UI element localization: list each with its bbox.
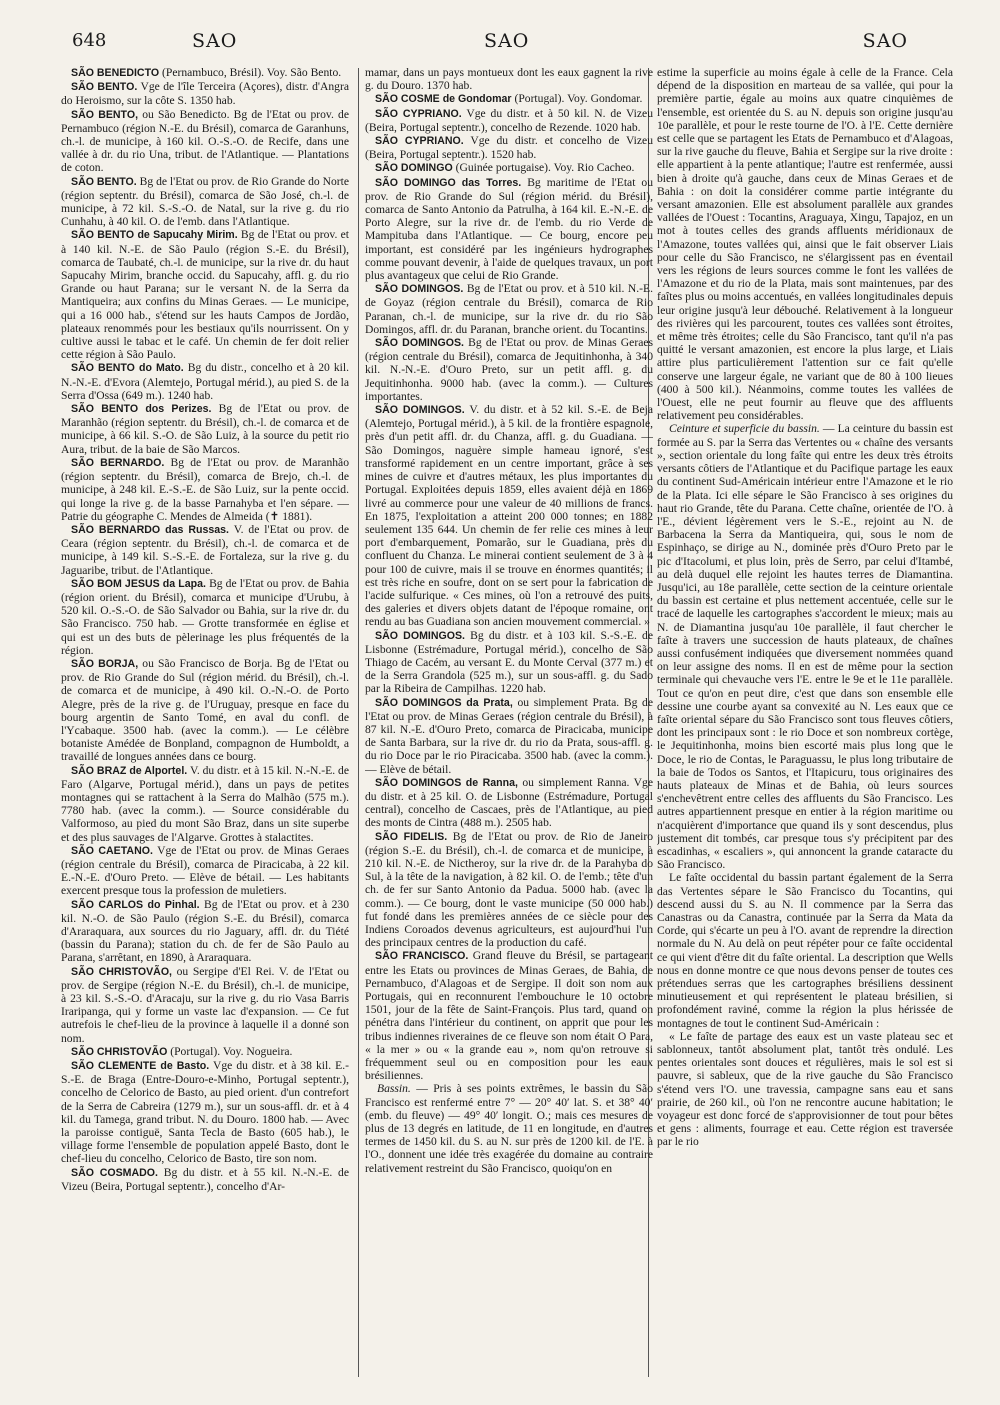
dictionary-entry <box>365 776 653 830</box>
entry-text: Bg de l'Etat ou prov. de Rio Grande do Norte (région septentr. du Brésil), comarca de São José, ch.-l. de municipe, à 72 kil. S.-S.-O. de Natal, sur la rive g. du rio Cunhahu, à 40 kil. O. de l'emb. dans l'Atlantique. <box>61 174 349 229</box>
entry-text: Bg du distr. et à 55 kil. N.-N.-E. de Vizeu (Beira, Portugal septentr.), concelho d'Ar- <box>61 1165 349 1193</box>
entry-text: Bg du distr., concelho et à 20 kil. N.-N.-E. d'Evora (Alemtejo, Portugal mérid.), au pied S. de la Serra d'Ossa (649 m.). 1240 hab. <box>61 361 349 402</box>
entry-text: Bg de l'Etat ou prov. et à 230 kil. N.-O. de São Paulo (région S.-E. du Brésil), comarca d'Araraquara, aux sources du rio Jaguary, affl. dr. du Tiété (bassin du Parana); station du ch. de fer de São Paulo au Parana, s'arrêtant, en 1890, à Araraquara. <box>61 897 349 965</box>
header-word-center: SAO <box>484 30 530 52</box>
entry-headword: SÃO DOMINGOS. <box>375 283 464 296</box>
entry-headword: SÃO BENTO. <box>71 81 138 94</box>
entry-text: Bg maritime de l'Etat ou prov. de Rio Grande do Sul (région mérid. du Brésil), comarca de Santo Antonio da Patrulha, à 164 kil. E.-N.-E. de Porto Alegre, sur la rive dr. de l'emb. du rio Verde de Mampituba dans l'Atlantique. — Ce bourg, encore peu important, est considéré par les ingénieurs hydrographes comme pouvant devenir, à l'aide de quelques travaux, un port plus avantageux que celui de Rio Grande. <box>365 175 653 283</box>
dictionary-entry <box>61 361 349 402</box>
subsection-text: — Pris à ses points extrêmes, le bassin du São Francisco est renfermé entre 7° — 20° 40′ lat. S. et 38° 40′ (emb. du fleuve) — 49° 40′ longit. O.; mais ces mesures de plus de 13 degrés en latitude, de 11 en longitude, en d'autres termes de 1450 kil. du S. au N. sur près de 1200 kil. de l'E. à l'O., donnent une idée très exagérée du domaine au contraire relativement restreint du São Francisco, quoiqu'on en <box>365 1082 653 1175</box>
dictionary-entry <box>61 80 349 107</box>
dictionary-entry <box>61 844 349 898</box>
entry-text: V. du distr. et à 52 kil. S.-E. de Beja (Alemtejo, Portugal mérid.), à 5 kil. de la frontière espagnole, près d'un petit affl. dr. du Chanza, affl. g. du Guadiana. — São Domingos, naguère simple hameau ignoré, s'est transformé rapidement en un centre important, grâce à ses mines de cuivre et d'autres métaux, les plus importantes du Portugal. Exploitées depuis 1859, elles avaient déjà en 1869 livré au commerce pour une valeur de 40 millions de francs. En 1875, l'exploitation a atteint 200 000 tonnes; en 1882 seulement 135 644. Un chemin de fer relie ces mines à leur port d'embarquement, Pomarão, sur le Guadiana, près du confluent du Chanza. Le minerai contient seulement de 3 à 4 pour 100 de cuivre, mais il se trouve en énormes quantités; il est très riche en soufre, dont on se sert pour la fabrication de l'acide sulfurique. « Ces mines, où l'on a retrouvé des puits, des galeries et divers objets datant de l'époque romaine, ont rendu au bas Guadiana son ancien mouvement commercial. » <box>365 403 653 629</box>
entry-headword: SÃO CAETANO. <box>71 844 153 857</box>
entry-text: ou São Francisco de Borja. Bg de l'Etat ou prov. de Rio Grande do Sul (région mérid. du Brésil), ch.-l. de comarca et de municipe, à 490 kil. O.-N.-O. de Porto Alegre, près de la rive g. de l'Uruguay, presque en face du bourg argentin de Santo Tomé, en aval du confl. de l'Ycabaque. 3500 hab. (avec la comm.). — Le célèbre botaniste Amédée de Bonpland, compagnon de Humboldt, a travaillé de longues années dans ce bourg. <box>61 656 349 764</box>
body-paragraph <box>657 66 953 422</box>
dictionary-entry <box>61 402 349 456</box>
dictionary-entry <box>365 161 653 175</box>
entry-headword: SÃO DOMINGOS. <box>375 404 465 417</box>
entry-headword: SÃO FIDELIS. <box>375 830 448 843</box>
entry-headword: SÃO DOMINGOS. <box>375 337 464 350</box>
dictionary-entry <box>365 336 653 403</box>
entry-headword: SÃO BORJA, <box>71 657 139 670</box>
entry-text: Vge du distr. et à 38 kil. E.-S.-E. de Braga (Entre-Douro-e-Minho, Portugal septentr.), concelho de Celorico de Basto, au pied orient. d'un contrefort de la Serra de Cabreira (1279 m.), sur un sous-affl. dr. et à 4 kil. du Tamega, grand tribut. N. du Douro. 1800 hab. — Avec la paroisse contiguë, Santa Tecla de Basto (605 hab.), le village forme l'ensemble de population appelé Basto, dont le chef-lieu du concelho, Celorico de Basto, tire son nom. <box>61 1059 349 1166</box>
entry-text: ou São Benedicto. Bg de l'Etat ou prov. de Pernambuco (région N.-E. du Brésil), comarca de Garanhuns, ch.-l. de municipe, à 160 kil. O.-S.-O. de Recife, dans une vallée à dr. du rio Una, tribut. de l'Atlantique. — Plantations de coton. <box>61 107 349 175</box>
dictionary-entry <box>365 107 653 134</box>
entry-text: Vge de l'île Terceira (Açores), distr. d'Angra do Heroismo, sur la côte S. 1350 hab. <box>61 80 349 108</box>
entry-headword: SÃO CYPRIANO. <box>375 135 464 148</box>
entry-headword: SÃO BENTO dos Perizes. <box>71 403 212 416</box>
entry-headword: SÃO DOMINGOS da Prata, <box>375 696 513 709</box>
dictionary-entry <box>61 523 349 577</box>
entry-headword: SÃO CHRISTOVÃO <box>71 1045 168 1058</box>
dictionary-entry <box>365 696 653 776</box>
dictionary-entry <box>61 764 349 844</box>
entry-text: (Portugal). Voy. Nogueira. <box>170 1044 293 1058</box>
dictionary-entry <box>61 108 349 175</box>
dictionary-entry <box>61 1166 349 1193</box>
column-divider <box>358 68 359 1377</box>
entry-text: ou simplement Prata. Bg de l'Etat ou prov. de Minas Geraes (région centrale du Brésil), à 87 kil. N.-E. d'Ouro Preto, comarca de Piracicaba, municipe de Santa Barbara, sur la rive dr. du rio da Prata, sous-affl. g. du rio Doce par le rio Piracicaba. 3500 hab. (avec la comm.). — Elève de bétail. <box>365 695 653 776</box>
dictionary-entry <box>61 1045 349 1059</box>
entry-text: (Portugal). Voy. Gondomar. <box>514 92 643 106</box>
dictionary-entry <box>61 175 349 229</box>
entry-text: ou Sergipe d'El Rei. V. de l'Etat ou prov. de Sergipe (région N.-E. du Brésil), ch.-l. de municipe, à 23 kil. S.-S.-O. d'Aracaju, sur la rive g. du rio Vasa Barris Iraripanga, qui y forme un vaste lac d'expansion. — Ce fut autrefois le chef-lieu de la province à laquelle il a donné son nom. <box>61 964 349 1045</box>
entry-headword: SÃO BRAZ de Alportel. <box>71 764 188 777</box>
dictionary-entry <box>61 66 349 80</box>
entry-text: Bg de l'Etat ou prov. de Maranhão (région septentr. du Brésil), ch.-l. de comarca et de municipe, à 66 kil. S.-O. de São Luiz, à la source du petit rio Aura, tribut. de la baie de São Marcos. <box>61 402 349 456</box>
entry-headword: SÃO CARLOS do Pinhal. <box>71 898 200 911</box>
header-word-left: SAO <box>192 30 238 52</box>
paragraph-text: Le faîte occidental du bassin partant également de la Serra das Vertentes sépare le São Francisco du Tocantins, qui descend aussi du S. au N. Il commence par la Serra das Canastras ou da Canastra, continuée par la Serra da Mata da Corde, qui s'écarte un peu à l'O. avant de reprendre la direction normale du N. Au delà on peut répéter pour ce faîte occidental ce qui vient d'être dit du faîte oriental. La description que Wells nous en donne montre ce que nous devons penser de toutes ces prétendues serras que les cartographes brésiliens dessinent minutieusement et qui représentent le plateau brésilien, si profondément raviné, comme la région la plus hérissée de montagnes de tout le continent Sud-Américain : <box>657 871 953 1030</box>
dictionary-entry <box>365 282 653 336</box>
entry-headword: SÃO BOM JESUS da Lapa. <box>71 577 206 590</box>
body-paragraph <box>657 422 953 871</box>
page-number: 648 <box>72 30 107 51</box>
entry-text: (Pernambuco, Brésil). Voy. São Bento. <box>162 66 342 79</box>
entry-headword: SÃO CHRISTOVÃO, <box>71 965 172 978</box>
entry-text: Vge du distr. et à 50 kil. N. de Vizeu (Beira, Portugal septentr.), concelho de Rezende. 1020 hab. <box>365 106 653 134</box>
continued-text: mamar, dans un pays montueux dont les eaux gagnent la rive g. du Douro. 1370 hab. <box>365 66 653 93</box>
entry-headword: SÃO DOMINGOS de Ranna, <box>375 776 518 789</box>
paragraph-text: « Le faîte de partage des eaux est un vaste plateau sec et sablonneux, tantôt absolument plat, tantôt très ondulé. Les pentes orientales sont douces et régulières, mais le sol est si pauvre, si sableux, que de la rive gauche du São Francisco s'étend vers l'O. une travessia, campagne sans eau et sans prairie, de 260 kil., où l'on ne rencontre aucune habitation; le voyageur est donc forcé de s'approvisionner de tout pour bêtes et gens : aliments, fourrage et eau. Cette région est traversée par le rio <box>657 1029 953 1149</box>
entry-headword: SÃO BENTO do Mato. <box>71 362 184 375</box>
entry-text: V. du distr. et à 15 kil. N.-N.-E. de Faro (Algarve, Portugal mérid.), dans un pays de petites montagnes qui se rattachent à la Serra do Malhão (575 m.). 7780 hab. (avec la comm.). — Source considérable du Valformoso, au pied du mont São Braz, dans un site superbe et des plus sauvages de l'Algarve. Grottes à stalactites. <box>61 763 349 844</box>
text-column-right <box>657 66 953 1385</box>
dictionary-entry <box>61 456 349 523</box>
entry-headword: SÃO DOMINGO das Torres. <box>375 176 522 189</box>
dictionary-entry <box>61 228 349 361</box>
entry-headword: SÃO FRANCISCO. <box>375 950 469 963</box>
dictionary-entry <box>365 830 653 950</box>
dictionary-entry <box>365 629 653 696</box>
entry-text: Bg de l'Etat ou prov. de Rio de Janeiro (région S.-E. du Brésil), ch.-l. de comarca et de municipe, à 210 kil. N.-E. de Nictheroy, sur la rive dr. de la Parahyba do Sul, à la tête de la navigation, à 82 kil. O. de l'emb.; tête d'un ch. de fer sur Santo Antonio da Padua. 5000 hab. (avec la comm.). — Ce bourg, dont le vaste municipe (50 000 hab.) fut fondé dans les premières années de ce siècle pour des Indiens Coroados devenus agriculteurs, est aujourd'hui l'un des principaux centres de la production du café. <box>365 829 653 950</box>
entry-text: Grand fleuve du Brésil, se partageant entre les Etats ou provinces de Minas Geraes, de Bahia, de Pernambuco, d'Alagoas et de Sergipe. Il doit son nom aux Portugais, qui en reconnurent l'embouchure le 10 octobre 1501, jour de la fête de Saint-François. Plus tard, quand on pénétra dans l'intérieur du continent, on apprit que pour les tribus indiennes riveraines de ce fleuve son nom était O Para, « la mer » ou « la grande eau », nom qu'on retrouve si fréquemment seul ou en composition pour les eaux brésiliennes. <box>365 949 653 1083</box>
subsection-title: Ceinture et superficie du bassin. <box>669 422 820 436</box>
entry-text: Bg de l'Etat ou prov. et à 510 kil. N.-E. de Goyaz (région centrale du Brésil), comarca de Rio Paranan, ch.-l. de municipe, sur la rive dr. du rio São Domingos, affl. dr. du Paranan, branche orient. du Tocantins. <box>365 282 653 336</box>
entry-headword: SÃO BENTO. <box>71 175 137 188</box>
header-word-right: SAO <box>862 30 908 52</box>
subsection-paragraph <box>365 1082 653 1174</box>
entry-text: Vge de l'Etat ou prov. de Minas Geraes (région centrale du Brésil), comarca de Piracicaba, à 22 kil. E.-N.-E. d'Ouro Preto. — Elève de bétail. — Les habitants exercent presque tous la profession de muletiers. <box>61 843 349 898</box>
entry-text: V. de l'Etat ou prov. de Ceara (région septentr. du Brésil), ch.-l. de comarca et de municipe, à 149 kil. S.-S.-E. de Fortaleza, sur la rive g. du Jaguaribe, tribut. de l'Atlantique. <box>61 522 349 577</box>
entry-headword: SÃO COSME de Gondomar <box>375 93 512 106</box>
dictionary-entry <box>365 949 653 1082</box>
entry-text: (Guinée portugaise). Voy. Rio Cacheo. <box>455 161 635 175</box>
entry-headword: SÃO BERNARDO das Russas. <box>71 523 229 536</box>
entry-text: ou simplement Ranna. Vge du distr. et à 25 kil. O. de Lisbonne (Estrémadure, Portugal central), concelho de Cascaes, près de l'Atlantique, au pied des monts de Cintra (488 m.). 2505 hab. <box>365 775 653 830</box>
entry-headword: SÃO CYPRIANO. <box>375 107 462 120</box>
entry-headword: SÃO BERNARDO. <box>71 456 165 469</box>
dictionary-entry <box>365 134 653 161</box>
entry-headword: SÃO BENEDICTO <box>71 67 160 79</box>
entry-text: Vge du distr. et concelho de Vizeu (Beira, Portugal septentr.). 1520 hab. <box>365 134 653 162</box>
entry-headword: SÃO BENTO de Sapucahy Mirim. <box>71 229 238 242</box>
entry-headword: SÃO CLEMENTE de Basto. <box>71 1060 210 1073</box>
paragraph-text: estime la superficie au moins égale à celle de la France. Cela dépend de la disposition en marteau de sa vallée, qui pour la première partie, égale au moins aux quatre cinquièmes de l'ensemble, est orientée du S. au N. depuis son origine jusqu'au 10e parallèle, et pour le reste tourne de l'O. à l'E. Cette dernière est celle que se partagent les Etats de Pernambuco et d'Alagoas, sur la rive gauche du fleuve, Bahia et Sergipe sur la rive droite : elle appartient à la pente atlantique; l'autre est renfermée, aussi bien à droite qu'à gauche, dans ceux de Minas Geraes et de Bahia : on doit la considérer comme partie intégrante du versant amazonien. Elle est absolument parallèle aux grandes vallées de l'Ouest : Tocantins, Araguaya, Xingu, Tapajoz, en un mot à toutes celles des grands affluents méridionaux de l'Amazone, toutes vallées qui, ainsi que le fait observer Liais pour celle du São Francisco, ne s'élargissent pas en éventail vers les régions de leurs sources comme le font les vallées de l'Amazone et du rio de la Plata, mais sont maintenues, par des faîtes plus ou moins accentués, en vallées longitudinales depuis leur origine jusqu'à leur débouché. Relativement à la longueur des rivières qui les parcourent, toutes ces vallées sont étroites, et même très étroites; celle du São Francisco, tant qu'il n'a pas quitté le versant amazonien, est encore la plus large, et Liais attire plus particulièrement l'attention sur ce fait qu'elle conserve une largeur égale, ne variant que de 80 à 100 lieues (400 à 500 kil.). Néanmoins, comme toutes les vallées de l'Ouest, elle ne peut fournir au fleuve que des affluents relativement peu considérables. <box>657 66 953 423</box>
dictionary-entry <box>61 657 349 764</box>
dictionary-entry <box>61 577 349 657</box>
entry-headword: SÃO DOMINGOS. <box>375 629 465 642</box>
dictionary-entry <box>61 898 349 965</box>
entry-headword: SÃO BENTO, <box>71 108 139 121</box>
dictionary-entry <box>365 403 653 628</box>
entry-text: Bg de l'Etat ou prov. de Bahia (région orient. du Brésil), comarca et municipe d'Urubu, à 520 kil. O.-S.-O. de São Salvador ou Bahia, sur la rive dr. du São Francisco. 750 hab. — Grotte transformée en église et qui est un des buts de pèlerinage les plus fréquentés de la région. <box>61 576 349 657</box>
entry-text: Bg de l'Etat ou prov. et à 140 kil. N.-E. de São Paulo (région S.-E. du Brésil), comarca de Taubaté, ch.-l. de municipe, sur la rive dr. du haut Sapucahy Mirim, branche occid. du Sapucahy, affl. g. du rio Grande ou haut Parana; sur le versant N. de la Serra da Mantiqueira; aux confins du Minas Geraes. — Le municipe, qui a 16 000 hab., s'étend sur les hauts Campos de Jordão, plateaux renommés pour les bestiaux qu'ils nourrissent. On y cultive aussi le tabac et le café. Un chemin de fer doit relier cette région à São Paulo. <box>61 228 349 362</box>
running-header <box>72 30 922 60</box>
body-paragraph <box>657 1030 953 1149</box>
entry-text: Bg de l'Etat ou prov. de Maranhão (région septentr. du Brésil), comarca de Brejo, ch.-l. de municipe, à 248 kil. E.-S.-E. de São Luiz, sur la pente occid. qui longe la rive g. de la basse Parnahyba et l'en sépare. — Patrie du géographe C. Mendes de Almeida (✝ 1881). <box>61 455 349 523</box>
dictionary-entry <box>365 92 653 106</box>
entry-headword: SÃO DOMINGO <box>375 162 453 175</box>
entry-text: Bg du distr. et à 103 kil. S.-S.-E. de Lisbonne (Estrémadure, Portugal mérid.), concelho de São Thiago de Cacém, au versant E. du Monte Cerval (377 m.) et de la Serra Grandola (525 m.), sur un sous-affl. g. du Sado par la Ribeira de Campilhas. 1220 hab. <box>365 628 653 696</box>
dictionary-entry <box>365 176 653 283</box>
dictionary-entry <box>61 1059 349 1166</box>
text-column-left <box>61 66 349 1385</box>
entry-headword: SÃO COSMADO. <box>71 1166 158 1179</box>
dictionary-entry <box>61 965 349 1045</box>
text-column-middle <box>365 66 653 1385</box>
subsection-title: Bassin. <box>377 1082 411 1096</box>
paragraph-text: — La ceinture du bassin est formée au S. par la Serra das Vertentes ou « chaîne des versants », section orientale du long faîte qui entre les deux très étroits versants côtiers de l'Atlantique et du Pacifique partage les eaux du continent Sud-Américain intérieur entre l'Amazone et le rio de la Plata. Ici elle sépare le São Francisco à ses origines du haut rio Grande, tête du Parana. Cette chaîne, orientée de l'O. à l'E., dévient légèrement vers le S.-E., rejoint au N. de Barbacena la Serra da Mantiqueira, qui, sous le nom de Espinhaço, se dirige au N., dominée près d'Ouro Preto par le pic d'Itacolumi, et plus loin, près de Serro, par celui d'Itambé, au delà duquel elle rejoint les hautes terres de Diamantina. Jusqu'ici, au 18e parallèle, cette section de la ceinture orientale du bassin est certaine et plus nettement accentuée, celle sur le tracé de laquelle les cartographes s'accordent le mieux; mais au N. de Diamantina jusqu'au 10e parallèle, il faut chercher le faîte à travers une succession de hauts plateaux, de chaînes aussi confusément indiquées que diversement nommées quand on leur assigne des noms. Il en est de même pour la section terminale qui chevauche vers l'E. entre le 9e et le 11e parallèle. Tout ce qu'on en peut dire, c'est que dans son ensemble elle dessine une courbe ayant sa convexité au N. Les eaux que ce faîte oriental sépare du São Francisco sont tous fleuves côtiers, dont les principaux sont : le rio Doce et son nombreux cortège, le Jequitinhonha, moins bien escorté mais plus long que le Doce, le rio de Contas, le Paraguassu, le plus long tributaire de la baie de Todos os Santos, et l'Itapicuru, tous originaires des hauts plateaux de Minas et de Bahia, où leurs sources s'enchevêtrent entre celles des affluents du São Francisco. Les autres appartiennent presque en entier à la région maritime ou n'acquièrent d'importance que quand ils y sont descendus, plus justement dit tombés, car presque tous s'y précipitent par des escadinhas, « escaliers », qui annoncent la grande cataracte du São Francisco. <box>657 422 953 872</box>
body-paragraph <box>657 871 953 1029</box>
entry-text: Bg de l'Etat ou prov. de Minas Geraes (région centrale du Brésil), comarca de Jequitinhonha, à 340 kil. N.-N.-E. d'Ouro Preto, sur un petit affl. g. du Jequitinhonha. 9000 hab. (avec la comm.). — Cultures importantes. <box>365 336 653 403</box>
